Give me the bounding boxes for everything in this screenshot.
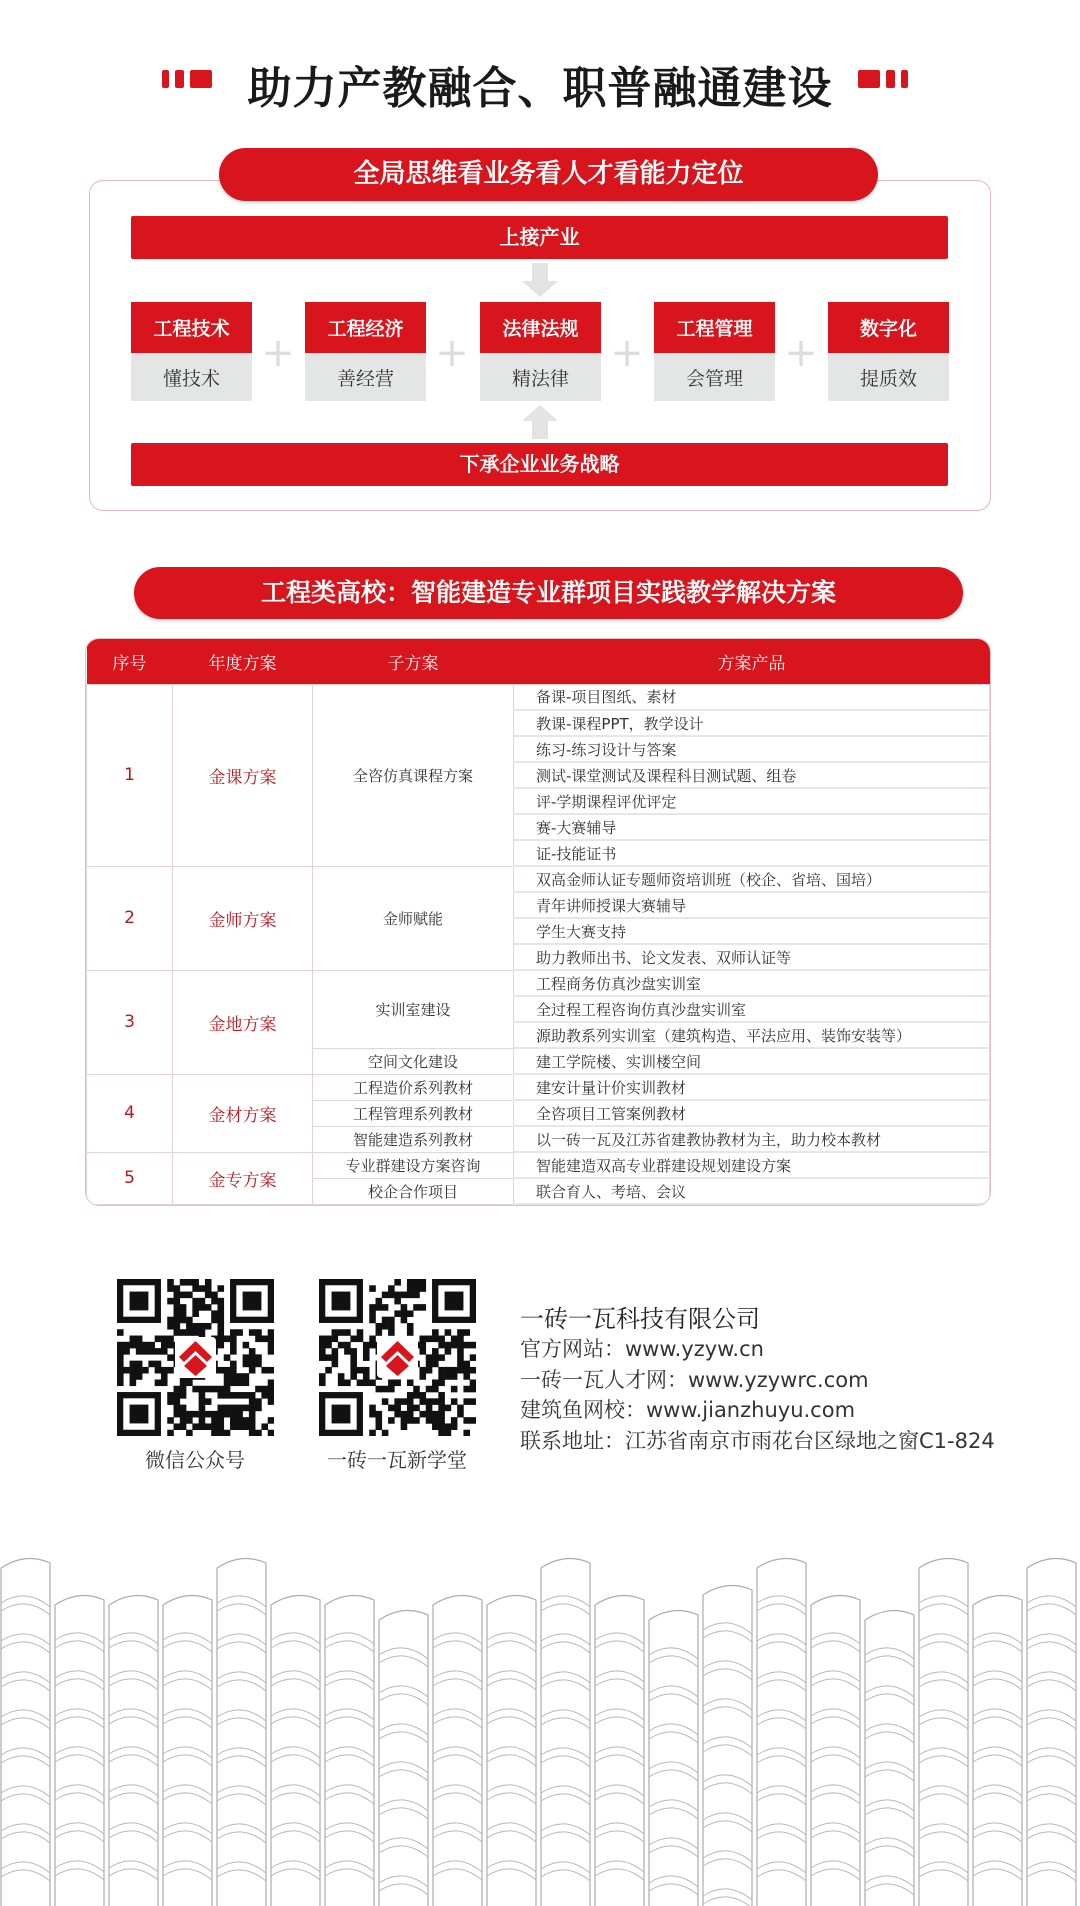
sub-plan: 校企合作项目 — [313, 1178, 514, 1204]
plus-icon: + — [435, 330, 469, 376]
title-decoration-right — [858, 70, 908, 88]
building-column — [109, 1596, 158, 1906]
building-column — [433, 1596, 482, 1906]
plan-product: 双高金师认证专题师资培训班（校企、省培、国培） — [514, 866, 990, 892]
qr-label: 一砖一瓦新学堂 — [327, 1448, 467, 1472]
competency-sub: 会管理 — [654, 353, 775, 401]
competency-title: 工程管理 — [654, 302, 775, 353]
building-column — [919, 1559, 968, 1906]
table-row — [87, 866, 990, 892]
competency-box — [305, 302, 426, 401]
row-number: 4 — [87, 1074, 173, 1152]
competency-title: 工程经济 — [305, 302, 426, 353]
contact-line: 官方网站：www.yzyw.cn — [520, 1337, 764, 1361]
sub-plan: 全咨仿真课程方案 — [313, 684, 514, 866]
page-title: 助力产教融合、职普融通建设 — [247, 63, 833, 114]
competency-box — [480, 302, 601, 401]
plan-product: 联合育人、考培、会议 — [514, 1178, 990, 1204]
annual-plan: 金师方案 — [173, 866, 313, 970]
annual-plan: 金专方案 — [173, 1152, 313, 1204]
competency-box — [131, 302, 252, 401]
building-column — [379, 1611, 428, 1906]
competency-sub: 懂技术 — [131, 353, 252, 401]
plus-icon: + — [784, 330, 818, 376]
row-number: 1 — [87, 684, 173, 866]
building-decoration — [0, 1530, 1080, 1906]
plan-product: 建工学院楼、实训楼空间 — [514, 1048, 990, 1074]
solution-table — [85, 638, 991, 1206]
arrow-up-icon — [520, 405, 560, 439]
plan-product: 测试-课堂测试及课程科目测试题、组卷 — [514, 762, 990, 788]
plan-product: 评-学期课程评优评定 — [514, 788, 990, 814]
building-column — [1, 1559, 50, 1906]
contact-line: 建筑鱼网校：www.jianzhuyu.com — [520, 1398, 856, 1422]
building-column — [973, 1596, 1022, 1906]
contact-line: 联系地址：江苏省南京市雨花台区绿地之窗C1-824 — [520, 1428, 995, 1453]
arrow-down-icon — [520, 263, 560, 297]
annual-plan: 金材方案 — [173, 1074, 313, 1152]
competency-box — [654, 302, 775, 401]
building-column — [325, 1596, 374, 1906]
sub-plan: 工程管理系列教材 — [313, 1100, 514, 1126]
row-number: 3 — [87, 970, 173, 1074]
positioning-pill: 全局思维看业务看人才看能力定位 — [219, 148, 878, 201]
sub-plan: 专业群建设方案咨询 — [313, 1152, 514, 1178]
building-column — [55, 1596, 104, 1906]
col-header-products: 方案产品 — [514, 639, 990, 684]
building-column — [163, 1596, 212, 1906]
building-column — [595, 1596, 644, 1906]
plan-product: 全咨项目工管案例教材 — [514, 1100, 990, 1126]
competency-sub: 精法律 — [480, 353, 601, 401]
plan-product: 以一砖一瓦及江苏省建教协教材为主，助力校本教材 — [514, 1126, 990, 1152]
table-row — [87, 684, 990, 710]
competency-box — [828, 302, 949, 401]
annual-plan: 金课方案 — [173, 684, 313, 866]
sub-plan: 空间文化建设 — [313, 1048, 514, 1074]
building-column — [271, 1596, 320, 1906]
plan-product: 全过程工程咨询仿真沙盘实训室 — [514, 996, 990, 1022]
building-column — [1027, 1559, 1076, 1906]
plan-product: 证-技能证书 — [514, 840, 990, 866]
competency-title: 工程技术 — [131, 302, 252, 353]
row-number: 5 — [87, 1152, 173, 1204]
building-column — [649, 1611, 698, 1906]
qr-label: 微信公众号 — [145, 1448, 245, 1472]
building-column — [757, 1559, 806, 1906]
plan-product: 青年讲师授课大赛辅导 — [514, 892, 990, 918]
sub-plan: 实训室建设 — [313, 970, 514, 1048]
plan-product: 智能建造双高专业群建设规划建设方案 — [514, 1152, 990, 1178]
building-column — [541, 1559, 590, 1906]
plan-product: 源助教系列实训室（建筑构造、平法应用、装饰安装等） — [514, 1022, 990, 1048]
plus-icon: + — [261, 330, 295, 376]
col-header-plan: 年度方案 — [173, 639, 313, 684]
solution-pill: 工程类高校：智能建造专业群项目实践教学解决方案 — [134, 567, 963, 619]
table-row — [87, 1074, 990, 1100]
company-name: 一砖一瓦科技有限公司 — [520, 1305, 760, 1333]
building-column — [217, 1559, 266, 1906]
competency-title: 法律法规 — [480, 302, 601, 353]
competency-title: 数字化 — [828, 302, 949, 353]
qr-code — [117, 1279, 274, 1436]
plan-product: 助力教师出书、论文发表、双师认证等 — [514, 944, 990, 970]
plan-product: 备课-项目图纸、素材 — [514, 684, 990, 710]
row-number: 2 — [87, 866, 173, 970]
plan-product: 赛-大赛辅导 — [514, 814, 990, 840]
building-column — [487, 1596, 536, 1906]
qr-code — [319, 1279, 476, 1436]
plan-product: 教课-课程PPT，教学设计 — [514, 710, 990, 736]
plan-product: 工程商务仿真沙盘实训室 — [514, 970, 990, 996]
annual-plan: 金地方案 — [173, 970, 313, 1074]
top-bar: 上接产业 — [131, 216, 948, 259]
bottom-bar: 下承企业业务战略 — [131, 443, 948, 486]
sub-plan: 金师赋能 — [313, 866, 514, 970]
col-header-sub: 子方案 — [313, 639, 514, 684]
col-header-no: 序号 — [87, 639, 173, 684]
plan-product: 建安计量计价实训教材 — [514, 1074, 990, 1100]
building-column — [865, 1611, 914, 1906]
plus-icon: + — [610, 330, 644, 376]
building-column — [811, 1596, 860, 1906]
competency-sub: 提质效 — [828, 353, 949, 401]
table-row — [87, 970, 990, 996]
building-column — [703, 1586, 752, 1906]
contact-line: 一砖一瓦人才网：www.yzywrc.com — [520, 1367, 869, 1392]
competency-sub: 善经营 — [305, 353, 426, 401]
sub-plan: 智能建造系列教材 — [313, 1126, 514, 1152]
plan-product: 练习-练习设计与答案 — [514, 736, 990, 762]
plan-product: 学生大赛支持 — [514, 918, 990, 944]
sub-plan: 工程造价系列教材 — [313, 1074, 514, 1100]
table-row — [87, 1152, 990, 1178]
